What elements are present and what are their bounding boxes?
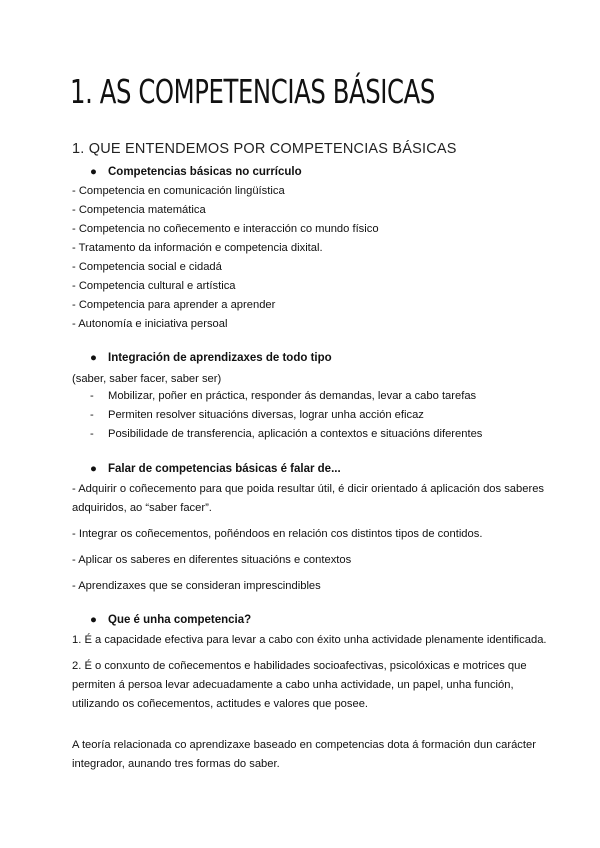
section-heading: 1. QUE ENTENDEMOS POR COMPETENCIAS BÁSICAS bbox=[72, 141, 457, 157]
paragraph-line: adquiridos, ao “saber facer”. bbox=[72, 502, 212, 514]
list-item: - Permiten resolver situacións diversas, lograr unha acción eficaz bbox=[90, 409, 424, 421]
list-item: - Mobilizar, poñer en práctica, responder ás demandas, levar a cabo tarefas bbox=[90, 390, 477, 402]
page-title: 1. AS COMPETENCIAS BÁSICAS bbox=[70, 72, 435, 111]
closing-paragraph-line: integrador, aunando tres formas do saber. bbox=[72, 758, 280, 770]
bullet-icon: ● bbox=[90, 166, 97, 178]
list-item: - Competencia no coñecemento e interacción co mundo físico bbox=[72, 223, 379, 235]
bullet-heading-integracion: ● Integración de aprendizaxes de todo tipo bbox=[90, 352, 332, 364]
list-item: - Competencia matemática bbox=[72, 204, 206, 216]
list-item: - Posibilidade de transferencia, aplicación a contextos e situacións diferentes bbox=[90, 428, 483, 440]
bullet-heading-que-e: ● Que é unha competencia? bbox=[90, 614, 252, 626]
paragraph-line: permiten á persoa levar adecuadamente a cabo unha actividade, un papel, unha función, bbox=[72, 679, 514, 691]
list-item: - Competencia cultural e artística bbox=[72, 280, 236, 292]
closing-paragraph-line: A teoría relacionada co aprendizaxe baseado en competencias dota á formación dun carácter bbox=[72, 739, 536, 751]
list-item: - Autonomía e iniciativa persoal bbox=[72, 318, 228, 330]
paragraph-line: - Aprendizaxes que se consideran imprescindibles bbox=[72, 580, 321, 592]
bullet-icon: ● bbox=[90, 614, 97, 626]
list-item: - Competencia para aprender a aprender bbox=[72, 299, 276, 311]
bullet-icon: ● bbox=[90, 463, 97, 475]
paragraph-line: - Adquirir o coñecemento para que poida resultar útil, é dicir orientado á aplicación dos saberes bbox=[72, 483, 545, 495]
list-item: - Competencia en comunicación lingüística bbox=[72, 185, 285, 197]
list-item: - Tratamento da información e competencia dixital. bbox=[72, 242, 323, 254]
bullet-heading-falar: ● Falar de competencias básicas é falar de... bbox=[90, 463, 341, 475]
section-intro: (saber, saber facer, saber ser) bbox=[72, 373, 222, 385]
paragraph-line: 2. É o conxunto de coñecementos e habilidades socioafectivas, psicolóxicas e motrices que bbox=[72, 660, 527, 672]
paragraph-line: - Aplicar os saberes en diferentes situacións e contextos bbox=[72, 554, 352, 566]
bullet-heading-competencias: ● Competencias básicas no currículo bbox=[90, 166, 302, 178]
list-item: - Competencia social e cidadá bbox=[72, 261, 222, 273]
bullet-icon: ● bbox=[90, 352, 97, 364]
paragraph-line: - Integrar os coñecementos, poñéndoos en relación cos distintos tipos de contidos. bbox=[72, 528, 483, 540]
paragraph-line: 1. É a capacidade efectiva para levar a cabo con éxito unha actividade plenamente identificada. bbox=[72, 634, 547, 646]
paragraph-line: utilizando os coñecementos, actitudes e valores que posee. bbox=[72, 698, 369, 710]
